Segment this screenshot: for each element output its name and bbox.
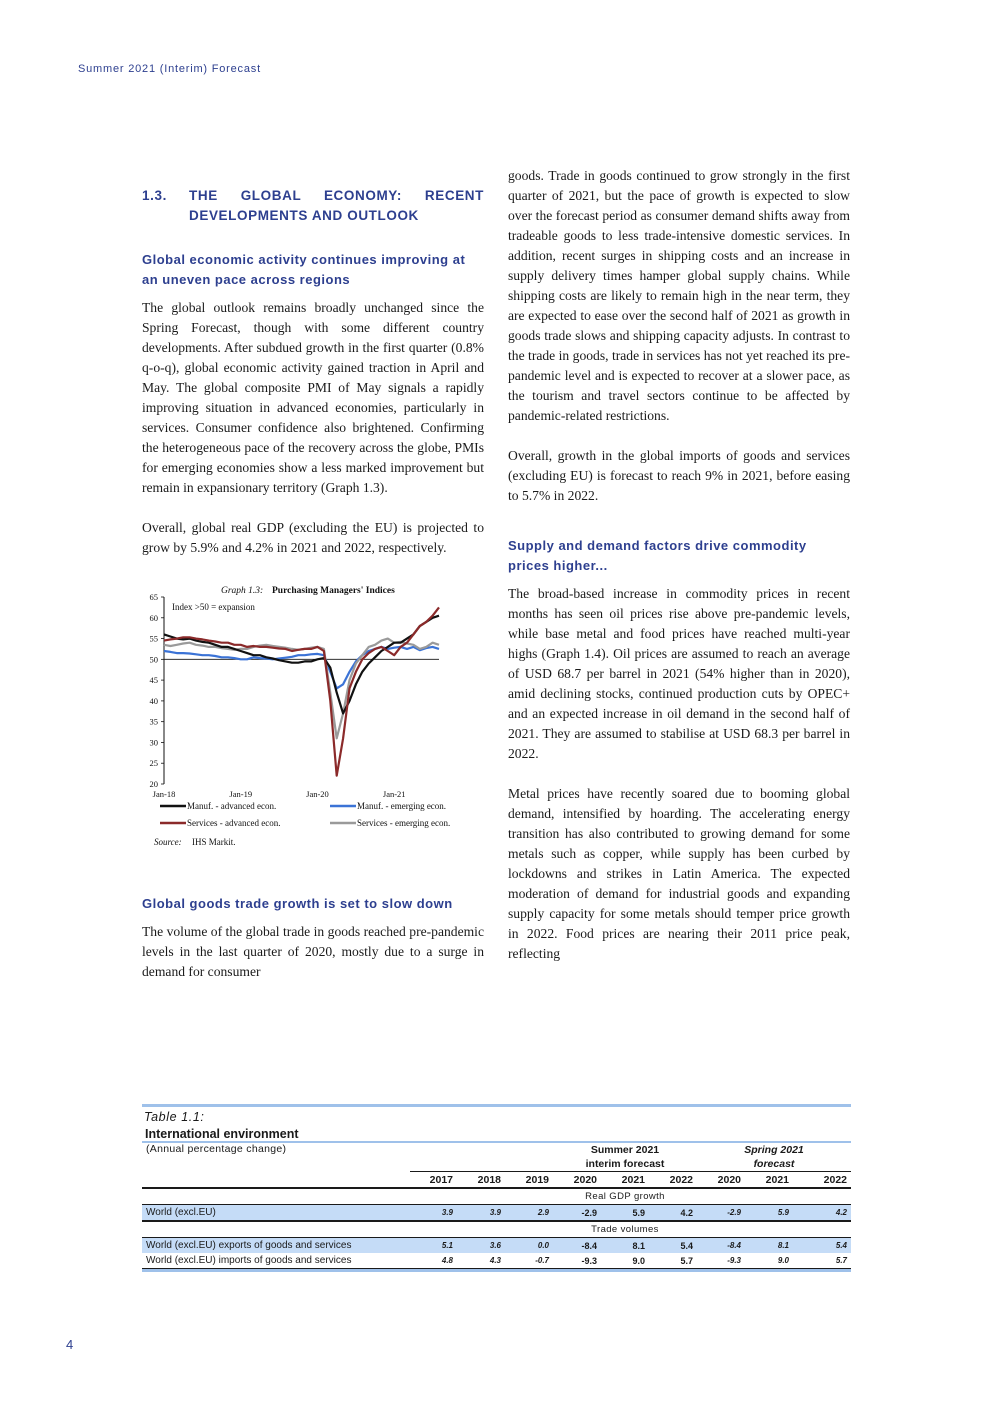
paragraph: goods. Trade in goods continued to grow strongly in the first quarter of 2021, but the pace of growth is expected to slow over the forecast period as consumer demand shifts away from tradeable goods to less trade-intensive domestic services. In addition, recent surges in shipping costs and an increase in supply delivery times hamper global supply chains. While shipping costs are likely to remain high in the near term, they are expected to ease over the second half of 2021 as growth in goods trade slows and shipping capacity adjusts. In contrast to the trade in goods, trade in services has not yet reached its pre-pandemic level and is expected to recover at a slower pace, as the tourism and travel sectors continue to be affected by pandemic-related restrictions.	[508, 168, 850, 423]
legend-label: Services - emerging econ.	[357, 818, 451, 828]
x-tick-label: Jan-21	[382, 789, 406, 799]
subhead-commodity-prices: Supply and demand factors drive commodity prices higher...	[508, 538, 807, 573]
row-label: World (excl.EU) imports of goods and services	[146, 1255, 352, 1266]
cell: 9.0	[632, 1255, 645, 1266]
section-title: THE GLOBAL ECONOMY: RECENT DEVELOPMENTS AND OUTLOOK	[189, 188, 484, 223]
y-tick-label: 35	[149, 716, 158, 727]
year-header: 2022	[649, 1172, 697, 1189]
cell: 8.1	[601, 1238, 649, 1254]
x-tick-label: Jan-20	[306, 789, 329, 799]
year-header: 2020	[697, 1172, 745, 1189]
table-units: (Annual percentage change)	[142, 1142, 410, 1172]
cell: -2.9	[697, 1205, 745, 1222]
cell: 5.7	[835, 1256, 847, 1265]
paragraph: The broad-based increase in commodity prices in recent months has seen oil prices rise above pre-pandemic levels, while base metal and food prices have reached multi-year highs (Graph 1.4). Oil prices are assumed to reach an average of USD 68.7 per barrel in 2021 (54% higher than in 2020), amid declining stocks, continued production cuts by OPEC+ and an expected increase in oil demand in the second half of 2021. They are assumed to stabilise at USD 68.3 per barrel in 2022.	[508, 586, 850, 761]
cell: 9.0	[777, 1256, 789, 1265]
series-line-serv-em	[164, 639, 439, 739]
pmi-chart-svg	[142, 578, 484, 858]
series-line-serv-adv	[164, 607, 439, 775]
year-header: 2021	[601, 1172, 649, 1189]
row-label: World (excl.EU) exports of goods and services	[142, 1238, 410, 1254]
year-header: 2018	[457, 1172, 505, 1189]
cell: 3.6	[457, 1238, 505, 1254]
table-top-rule	[142, 1104, 851, 1107]
cell: 4.3	[489, 1256, 501, 1265]
cell: -9.3	[581, 1255, 597, 1266]
legend-label: Services - advanced econ.	[187, 818, 281, 828]
cell: 5.7	[680, 1255, 693, 1266]
cell: 5.4	[793, 1238, 851, 1254]
legend-label: Manuf. - advanced econ.	[187, 801, 277, 811]
graph-annotation: Index >50 = expansion	[172, 602, 255, 612]
y-tick-label: 50	[149, 654, 158, 665]
year-header: 2022	[793, 1172, 851, 1189]
subheader-gdp: Real GDP growth	[553, 1188, 697, 1205]
cell: 5.4	[649, 1238, 697, 1254]
y-tick-label: 25	[149, 758, 158, 769]
row-label: World (excl.EU)	[142, 1205, 410, 1222]
paragraph: Overall, global real GDP (excluding the EU) is projected to grow by 5.9% and 4.2% in 2021 and 2022, respectively.	[142, 520, 484, 555]
pmi-graph	[142, 578, 484, 858]
cell: 2.9	[505, 1205, 553, 1222]
cell: -0.7	[535, 1256, 549, 1265]
table-row	[142, 1238, 851, 1254]
cell: 0.0	[505, 1238, 553, 1254]
y-tick-label: 45	[149, 675, 158, 686]
paragraph: Overall, growth in the global imports of goods and services (excluding EU) is forecast to reach 9% in 2021, before easing to 5.7% in 2022.	[508, 448, 850, 503]
table-row	[142, 1253, 851, 1268]
year-header-row	[142, 1172, 851, 1189]
subhead-goods-trade: Global goods trade growth is set to slow down	[142, 896, 453, 911]
group-spring: Spring 2021 forecast	[697, 1142, 851, 1172]
cell: 5.9	[745, 1205, 793, 1222]
cell: -8.4	[697, 1238, 745, 1254]
year-header: 2017	[410, 1172, 457, 1189]
year-header: 2021	[745, 1172, 793, 1189]
cell: 3.9	[457, 1205, 505, 1222]
cell: -9.3	[727, 1256, 741, 1265]
series-line-manuf-adv	[164, 616, 439, 714]
table-label: Table 1.1:	[144, 1110, 205, 1124]
graph-label: Graph 1.3:	[221, 586, 264, 596]
cell: 8.1	[745, 1238, 793, 1254]
section-number: 1.3.	[142, 188, 167, 203]
table-international-environment	[142, 1104, 851, 1272]
y-tick-label: 40	[149, 695, 158, 706]
cell: -2.9	[553, 1205, 601, 1222]
y-tick-label: 65	[149, 592, 158, 602]
x-tick-label: Jan-18	[152, 789, 176, 799]
table-bottom-rule	[142, 1268, 851, 1272]
y-tick-label: 55	[149, 633, 158, 644]
y-tick-label: 30	[149, 737, 158, 748]
graph-title: Purchasing Managers' Indices	[272, 586, 395, 596]
cell: 3.9	[410, 1205, 457, 1222]
running-head: Summer 2021 (Interim) Forecast	[78, 63, 261, 75]
subheader-trade: Trade volumes	[553, 1221, 697, 1238]
right-column	[508, 166, 850, 984]
left-column	[142, 186, 484, 1002]
cell: 4.2	[793, 1205, 851, 1222]
page-number: 4	[66, 1337, 74, 1352]
y-tick-label: 60	[149, 612, 158, 623]
cell: 4.2	[649, 1205, 697, 1222]
cell: 5.9	[601, 1205, 649, 1222]
y-tick-label: 20	[149, 779, 158, 789]
graph-source: IHS Markit.	[192, 837, 236, 847]
cell: -8.4	[553, 1238, 601, 1254]
data-table	[142, 1141, 851, 1268]
cell: 4.8	[441, 1256, 453, 1265]
table-row	[142, 1205, 851, 1222]
series-line-manuf-em	[164, 647, 439, 689]
group-summer: Summer 2021 interim forecast	[553, 1142, 697, 1172]
graph-source-label: Source:	[154, 837, 182, 847]
subhead-global-activity: Global economic activity continues improving at an uneven pace across regions	[142, 252, 466, 287]
paragraph: Metal prices have recently soared due to booming global demand, intensified by hoarding. The accelerating energy transition has also contributed to growing demand for some metals such as copper, while supply has been curbed by lockdowns and strikes in Latin America. The expected moderation of demand for industrial goods and expanding supply capacity for some metals should temper price growth in 2022. Food prices are nearing their 2011 price peak, reflecting	[508, 786, 850, 961]
year-header: 2020	[553, 1172, 601, 1189]
legend-label: Manuf. - emerging econ.	[357, 801, 447, 811]
x-tick-label: Jan-19	[229, 789, 253, 799]
year-header: 2019	[505, 1172, 553, 1189]
table-title: International environment	[145, 1127, 299, 1141]
section-heading	[142, 186, 484, 226]
paragraph: The global outlook remains broadly unchanged since the Spring Forecast, though with some different country developments. After subdued growth in the first quarter (0.8% q-o-q), global economic activity gained traction in April and May. The global composite PMI of May signals a rapidly improving situation in advanced economies, particularly in services. Consumer confidence also brightened. Confirming the heterogeneous pace of the recovery across the globe, PMIs for emerging economies show a less marked improvement but remain in expansionary territory (Graph 1.3).	[142, 300, 484, 495]
cell: 5.1	[410, 1238, 457, 1254]
paragraph: The volume of the global trade in goods reached pre-pandemic levels in the last quarter of 2020, mostly due to a surge in demand for consumer	[142, 924, 484, 979]
